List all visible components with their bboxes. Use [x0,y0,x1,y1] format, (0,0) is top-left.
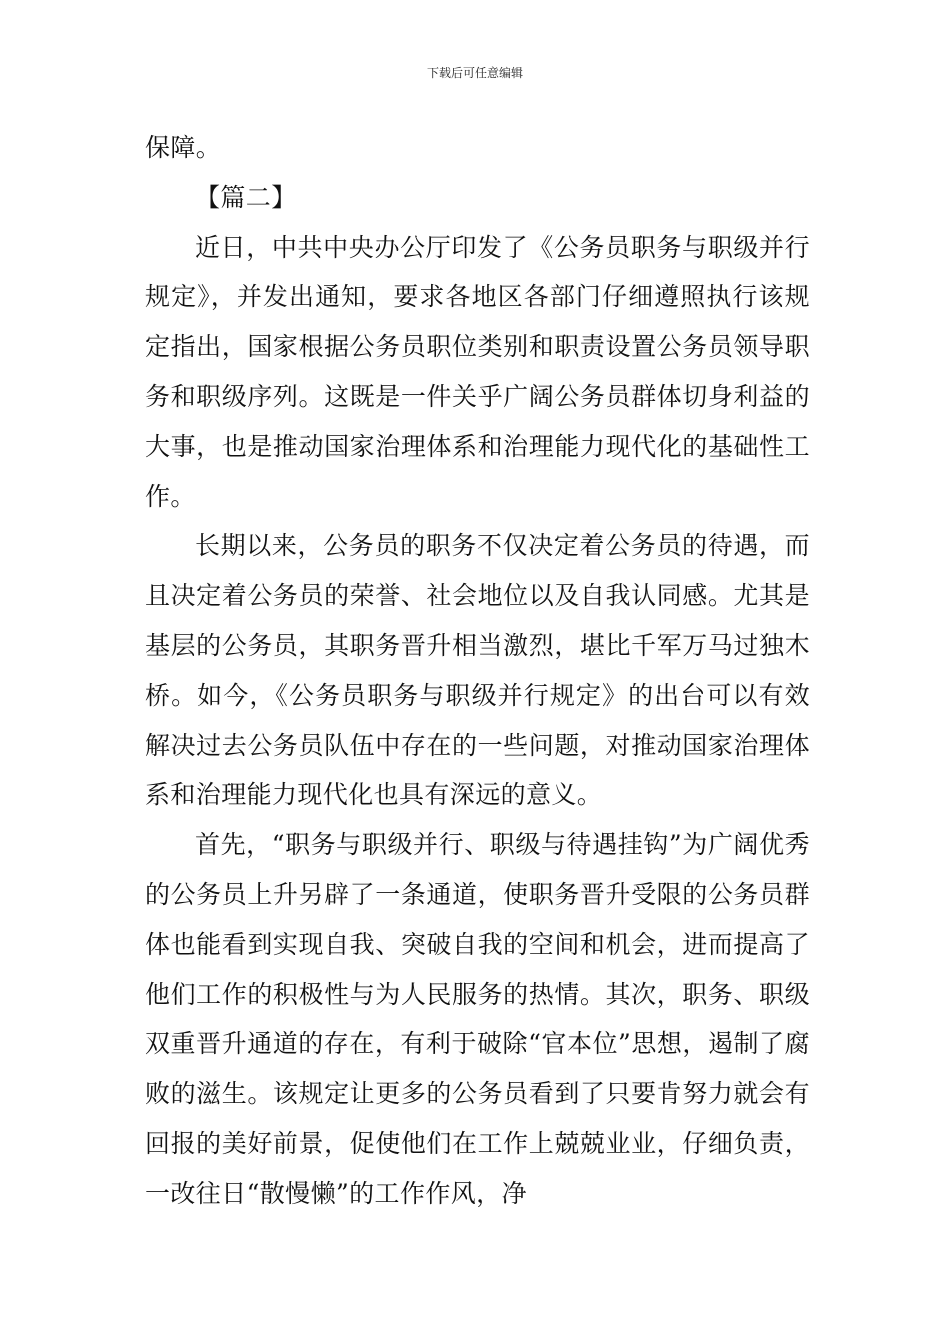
page-header: 下载后可任意编辑 [426,66,523,80]
paragraph: 近日，中共中央办公厅印发了《公务员职务与职级并行规定》，并发出通知，要求各地区各部门仔细遵照执行该规定指出，国家根据公务员职位类别和职责设置公务员领导职务和职级序列。这既是一件关乎广阔公务员群体切身利益的大事，也是推动国家治理体系和治理能力现代化的基础性工作。 [145,232,810,511]
paragraph: 首先，“职务与职级并行、职级与待遇挂钩”为广阔优秀的公务员上升另辟了一条通道，使职务晋升受限的公务员群体也能看到实现自我、突破自我的空间和机会，进而提高了他们工作的积极性与为人民服务的热情。其次，职务、职级双重晋升通道的存在，有利于破除“官本位”思想，遏制了腐败的滋生。该规定让更多的公务员看到了只要肯努力就会有回报的美好前景，促使他们在工作上兢兢业业，仔细负责，一改往日“散慢懒”的工作作风，净 [145,830,810,1208]
section-heading: 【篇二】 [195,182,297,212]
document-body [145,123,810,1219]
paragraph-continuation: 保障。 [145,133,222,162]
paragraph: 长期以来，公务员的职务不仅决定着公务员的待遇，而且决定着公务员的荣誉、社会地位以及自我认同感。尤其是基层的公务员，其职务晋升相当激烈，堪比千军万马过独木桥。如今，《公务员职务与职级并行规定》的出台可以有效解决过去公务员队伍中存在的一些问题，对推动国家治理体系和治理能力现代化也具有深远的意义。 [145,531,810,810]
